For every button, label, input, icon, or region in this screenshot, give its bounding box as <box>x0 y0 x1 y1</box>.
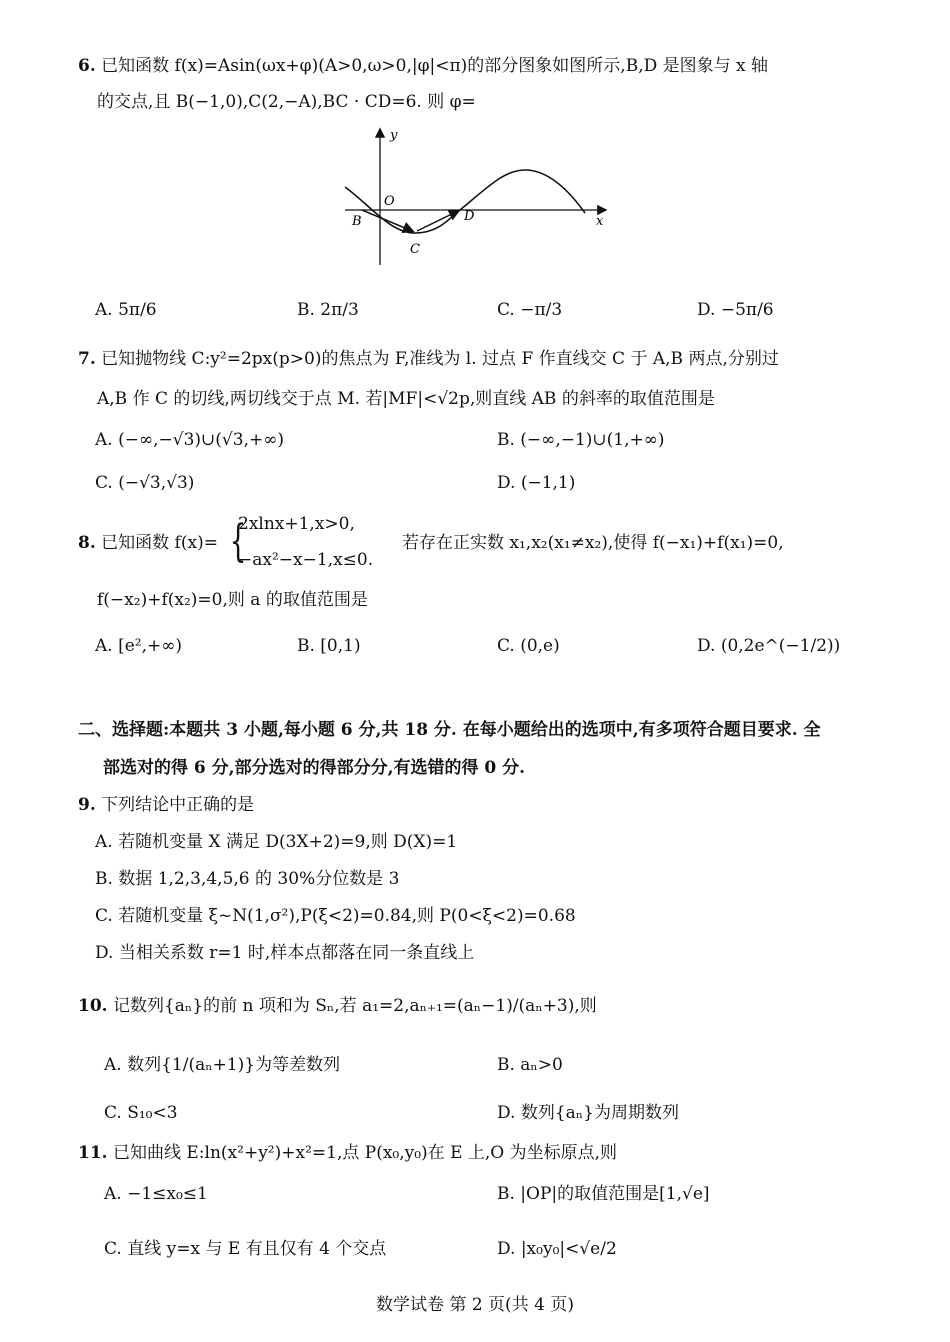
q9-option-d[interactable]: D. 当相关系数 r=1 时,样本点都落在同一条直线上 <box>95 943 475 963</box>
q11-option-a[interactable]: A. −1≤x₀≤1 <box>104 1184 208 1204</box>
q6-graph <box>340 125 620 270</box>
q7-option-a[interactable]: A. (−∞,−√3)∪(√3,+∞) <box>95 430 285 450</box>
q9-stem: 下列结论中正确的是 <box>101 795 255 815</box>
q11-option-c[interactable]: C. 直线 y=x 与 E 有且仅有 4 个交点 <box>104 1239 387 1259</box>
q11-stem-line <box>78 1141 617 1165</box>
label-y: y <box>390 128 398 143</box>
q6-option-c[interactable]: C. −π/3 <box>497 300 563 320</box>
q10-option-a[interactable]: A. 数列{1/(aₙ+1)}为等差数列 <box>104 1055 341 1075</box>
q11-number: 11. <box>78 1143 108 1163</box>
q10-option-c[interactable]: C. S₁₀<3 <box>104 1103 178 1123</box>
q10-option-d[interactable]: D. 数列{aₙ}为周期数列 <box>497 1103 679 1123</box>
section2-line1: 二、选择题:本题共 3 小题,每小题 6 分,共 18 分. 在每小题给出的选项中,有多项符合题目要求. 全 <box>78 720 821 740</box>
q6-text-line2: 的交点,且 B(−1,0),C(2,−A),BC · CD=6. 则 φ= <box>97 92 476 112</box>
q6-line1 <box>78 54 768 78</box>
q9-stem-line <box>78 793 254 817</box>
q9-number: 9. <box>78 795 96 815</box>
q8-option-a[interactable]: A. [e²,+∞) <box>95 636 183 656</box>
q7-text-line1: 已知抛物线 C:y²=2px(p>0)的焦点为 F,准线为 l. 过点 F 作直线交 C 于 A,B 两点,分别过 <box>101 349 779 369</box>
q6-option-b[interactable]: B. 2π/3 <box>297 300 359 320</box>
q7-number: 7. <box>78 349 96 369</box>
q6-number: 6. <box>78 56 96 76</box>
label-o: O <box>384 194 395 209</box>
q9-option-b[interactable]: B. 数据 1,2,3,4,5,6 的 30%分位数是 3 <box>95 869 400 889</box>
q7-option-c[interactable]: C. (−√3,√3) <box>95 473 195 493</box>
q10-stem-line <box>78 994 597 1018</box>
q10-number: 10. <box>78 996 108 1016</box>
label-d: D <box>464 209 475 224</box>
q8-case2: −ax²−x−1,x≤0. <box>238 550 374 570</box>
q9-option-c[interactable]: C. 若随机变量 ξ~N(1,σ²),P(ξ<2)=0.84,则 P(0<ξ<2)=0.68 <box>95 906 576 926</box>
q8-text-line2: f(−x₂)+f(x₂)=0,则 a 的取值范围是 <box>97 590 368 610</box>
q8-prefix-line <box>78 531 218 555</box>
q8-option-c[interactable]: C. (0,e) <box>497 636 560 656</box>
q8-suffix: 若存在正实数 x₁,x₂(x₁≠x₂),使得 f(−x₁)+f(x₁)=0, <box>402 533 784 553</box>
vector-bc <box>362 210 412 231</box>
q11-stem: 已知曲线 E:ln(x²+y²)+x²=1,点 P(x₀,y₀)在 E 上,O 为坐标原点,则 <box>112 1143 618 1163</box>
q8-brace: { <box>229 516 247 567</box>
q8-prefix: 已知函数 f(x)= <box>101 533 218 553</box>
q9-option-a[interactable]: A. 若随机变量 X 满足 D(3X+2)=9,则 D(X)=1 <box>95 832 458 852</box>
q8-case1: 2xlnx+1,x>0, <box>238 514 355 534</box>
q10-stem: 记数列{aₙ}的前 n 项和为 Sₙ,若 a₁=2,aₙ₊₁=(aₙ−1)/(aₙ+3),则 <box>112 996 597 1016</box>
q7-option-d[interactable]: D. (−1,1) <box>497 473 576 493</box>
q7-option-b[interactable]: B. (−∞,−1)∪(1,+∞) <box>497 430 665 450</box>
page-footer: 数学试卷 第 2 页(共 4 页) <box>376 1295 574 1315</box>
q6-text-line1: 已知函数 f(x)=Asin(ωx+φ)(A>0,ω>0,|φ|<π)的部分图象如图所示,B,D 是图象与 x 轴 <box>101 56 769 76</box>
q11-option-d[interactable]: D. |x₀y₀|<√e/2 <box>497 1239 617 1259</box>
label-b: B <box>352 214 362 229</box>
q8-option-b[interactable]: B. [0,1) <box>297 636 361 656</box>
q8-option-d[interactable]: D. (0,2e^(−1/2)) <box>697 636 841 656</box>
q10-option-b[interactable]: B. aₙ>0 <box>497 1055 563 1075</box>
section2-line2: 部选对的得 6 分,部分选对的得部分分,有选错的得 0 分. <box>103 758 526 778</box>
q6-option-d[interactable]: D. −5π/6 <box>697 300 774 320</box>
q7-line1 <box>78 347 779 371</box>
label-x: x <box>596 214 604 229</box>
label-c: C <box>410 242 420 257</box>
q8-number: 8. <box>78 533 96 553</box>
q7-text-line2: A,B 作 C 的切线,两切线交于点 M. 若|MF|<√2p,则直线 AB 的斜率的取值范围是 <box>97 389 715 409</box>
q6-option-a[interactable]: A. 5π/6 <box>95 300 157 320</box>
q11-option-b[interactable]: B. |OP|的取值范围是[1,√e] <box>497 1184 710 1204</box>
